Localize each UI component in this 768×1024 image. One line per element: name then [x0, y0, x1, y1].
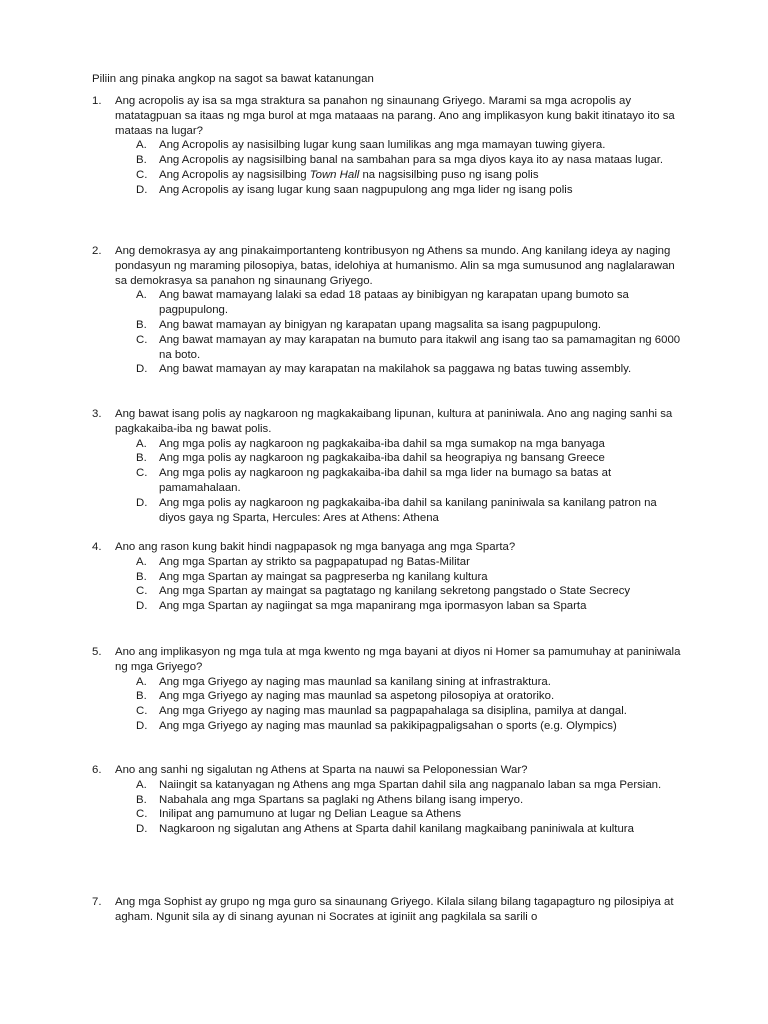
option-d[interactable] [136, 496, 684, 526]
question-7 [92, 895, 684, 925]
option-text: Naiingit sa katanyagan ng Athens ang mga Spartan dahil sila ang nagpanalo laban sa mga Persian. [159, 778, 662, 791]
option-letter: B. [136, 318, 147, 331]
option-text: Ang mga polis ay nagkaroon ng pagkakaiba-iba dahil sa heograpiya ng bansang Greece [159, 452, 605, 465]
option-text: Ang Acropolis ay nasisilbing lugar kung saan lumilikas ang mga mamayan tuwing giyera. [159, 139, 606, 152]
option-letter: C. [136, 585, 148, 598]
option-letter: B. [136, 154, 147, 167]
option-c[interactable] [136, 333, 684, 363]
question-3 [92, 407, 684, 525]
question-text: Ano ang rason kung bakit hindi nagpapasok ng mga banyaga ang mga Sparta? [115, 541, 516, 553]
option-a[interactable] [136, 778, 684, 793]
option-letter: C. [136, 168, 148, 181]
question-4 [92, 540, 684, 614]
option-text [159, 169, 539, 181]
option-text: Ang mga Griyego ay naging mas maunlad sa pagpapahalaga sa disiplina, pamilya at dangal. [159, 705, 627, 718]
option-text: Inilipat ang pamumuno at lugar ng Delian League sa Athens [159, 808, 462, 821]
option-c[interactable] [136, 466, 684, 496]
option-text: Ang mga polis ay nagkaroon ng pagkakaiba-iba dahil sa mga lider na bumago sa batas at pamamahalaan. [159, 467, 612, 494]
option-text: Nagkaroon ng sigalutan ang Athens at Sparta dahil kanilang magkaibang paniniwala at kultura [159, 823, 634, 836]
option-letter: B. [136, 570, 147, 583]
question-number: 5. [92, 646, 102, 658]
option-b[interactable] [136, 451, 684, 466]
option-letter: A. [136, 675, 147, 688]
option-letter: D. [136, 719, 148, 732]
option-c[interactable] [136, 704, 684, 719]
option-b[interactable] [136, 570, 684, 585]
options-list [92, 288, 684, 377]
option-text: Ang bawat mamayan ay binigyan ng karapatan upang magsalita sa isang pagpupulong. [159, 318, 602, 331]
option-letter: A. [136, 778, 147, 791]
option-letter: D. [136, 823, 148, 836]
option-text: Ang Acropolis ay isang lugar kung saan nagpupulong ang mga lider ng isang polis [159, 183, 573, 196]
option-c[interactable] [136, 584, 684, 599]
option-b[interactable] [136, 153, 684, 168]
option-text: Ang mga polis ay nagkaroon ng pagkakaiba-iba dahil sa mga sumakop na mga banyaga [159, 437, 605, 450]
question-text: Ang bawat isang polis ay nagkaroon ng magkakaibang lipunan, kultura at paniniwala. Ano ang naging sanhi sa pagkakaiba-iba ng bawat polis. [115, 408, 673, 435]
option-text-post: na nagsisilbing puso ng isang polis [359, 168, 539, 181]
option-c[interactable] [136, 807, 684, 822]
option-d[interactable] [136, 599, 684, 614]
options-list [92, 675, 684, 734]
option-letter: D. [136, 600, 148, 613]
option-letter: B. [136, 690, 147, 703]
option-letter: C. [136, 467, 148, 480]
option-letter: B. [136, 793, 147, 806]
option-letter: A. [136, 437, 147, 450]
option-letter: A. [136, 289, 147, 302]
option-text: Ang mga Spartan ay maingat sa pagtatago ng kanilang sekretong pangstado o State Secrecy [159, 585, 631, 598]
option-c[interactable] [136, 168, 684, 183]
question-2 [92, 244, 684, 377]
question-number: 1. [92, 95, 102, 107]
option-b[interactable] [136, 318, 684, 333]
option-d[interactable] [136, 719, 684, 734]
question-text: Ano ang sanhi ng sigalutan ng Athens at Sparta na nauwi sa Peloponessian War? [115, 764, 528, 776]
option-text: Ang Acropolis ay nagsisilbing banal na sambahan para sa mga diyos kaya ito ay nasa mataas lugar. [159, 154, 664, 167]
options-list [92, 555, 684, 614]
option-letter: C. [136, 808, 148, 821]
option-text: Ang mga polis ay nagkaroon ng pagkakaiba-iba dahil sa kanilang paniniwala sa kanilang patron na diyos gaya ng Sparta, Hercules: Ares at Athens: Athena [159, 496, 657, 524]
option-text: Ang mga Griyego ay naging mas maunlad sa kanilang sining at infrastraktura. [159, 675, 551, 688]
question-text: Ang acropolis ay isa sa mga straktura sa panahon ng sinaunang Griyego. Marami sa mga acropolis ay matatagpuan sa itaas ng mga burol at mga mataaas na parang. Ano ang implikasyon kung bakit itinatayo ito sa mataas na lugar? [115, 95, 675, 137]
option-b[interactable] [136, 793, 684, 808]
question-number: 6. [92, 764, 102, 776]
option-letter: C. [136, 705, 148, 718]
option-text: Nabahala ang mga Spartans sa paglaki ng Athens bilang isang imperyo. [159, 793, 524, 806]
option-text-pre: Ang Acropolis ay nagsisilbing [159, 168, 310, 181]
options-list [92, 138, 684, 197]
option-a[interactable] [136, 437, 684, 452]
question-text: Ang demokrasya ay ang pinakaimportanteng kontribusyon ng Athens sa mundo. Ang kanilang ideya ay naging pondasyun ng maraming pilosopiya, batas, idelohiya at humanismo. Alin sa mga sumusunod ang naglalarawan sa demokrasya sa panahon ng sinaunang Griyego. [115, 245, 675, 287]
option-text: Ang bawat mamayan ay may karapatan na bumuto para itakwil ang isang tao sa pamamagitan ng 6000 na boto. [159, 333, 681, 361]
option-text: Ang bawat mamayan ay may karapatan na makilahok sa paggawa ng batas tuwing assembly. [159, 363, 632, 376]
option-letter: C. [136, 333, 148, 346]
option-text: Ang mga Griyego ay naging mas maunlad sa aspetong pilosopiya at oratoriko. [159, 690, 555, 703]
question-1 [92, 94, 684, 198]
option-text: Ang mga Spartan ay nagiingat sa mga mapanirang mga ipormasyon laban sa Sparta [159, 600, 587, 613]
question-number: 3. [92, 408, 102, 420]
option-d[interactable] [136, 183, 684, 198]
question-text: Ano ang implikasyon ng mga tula at mga kwento ng mga bayani at diyos ni Homer sa pamumuhay at paniniwala ng mga Griyego? [115, 646, 681, 673]
question-6 [92, 763, 684, 837]
options-list [92, 778, 684, 837]
options-list [92, 437, 684, 526]
option-text: Ang mga Griyego ay naging mas maunlad sa pakikipagpaligsahan o sports (e.g. Olympics) [159, 719, 617, 732]
option-text: Ang bawat mamayang lalaki sa edad 18 pataas ay binibigyan ng karapatan upang bumoto sa pagpupulong. [159, 289, 629, 317]
question-number: 4. [92, 541, 102, 553]
option-a[interactable] [136, 288, 684, 318]
option-a[interactable] [136, 675, 684, 690]
question-text: Ang mga Sophist ay grupo ng mga guro sa sinaunang Griyego. Kilala silang bilang tagapagturo ng pilosipiya at agham. Ngunit sila ay di sinang ayunan ni Socrates at iginiit ang pagkilala sa sarili o [115, 896, 674, 923]
option-text: Ang mga Spartan ay maingat sa pagpreserba ng kanilang kultura [159, 570, 488, 583]
option-letter: A. [136, 139, 147, 152]
option-letter: D. [136, 183, 148, 196]
option-letter: D. [136, 496, 148, 509]
option-letter: A. [136, 555, 147, 568]
option-letter: B. [136, 452, 147, 465]
option-b[interactable] [136, 689, 684, 704]
option-text-emphasis: Town Hall [309, 168, 360, 181]
option-text: Ang mga Spartan ay strikto sa pagpapatupad ng Batas-Militar [159, 555, 470, 568]
option-d[interactable] [136, 822, 684, 837]
option-a[interactable] [136, 555, 684, 570]
option-d[interactable] [136, 362, 684, 377]
option-letter: D. [136, 363, 148, 376]
question-number: 7. [92, 896, 102, 908]
option-a[interactable] [136, 138, 684, 153]
instructions: Piliin ang pinaka angkop na sagot sa bawat katanungan [92, 73, 374, 85]
question-number: 2. [92, 245, 102, 257]
question-5 [92, 645, 684, 734]
